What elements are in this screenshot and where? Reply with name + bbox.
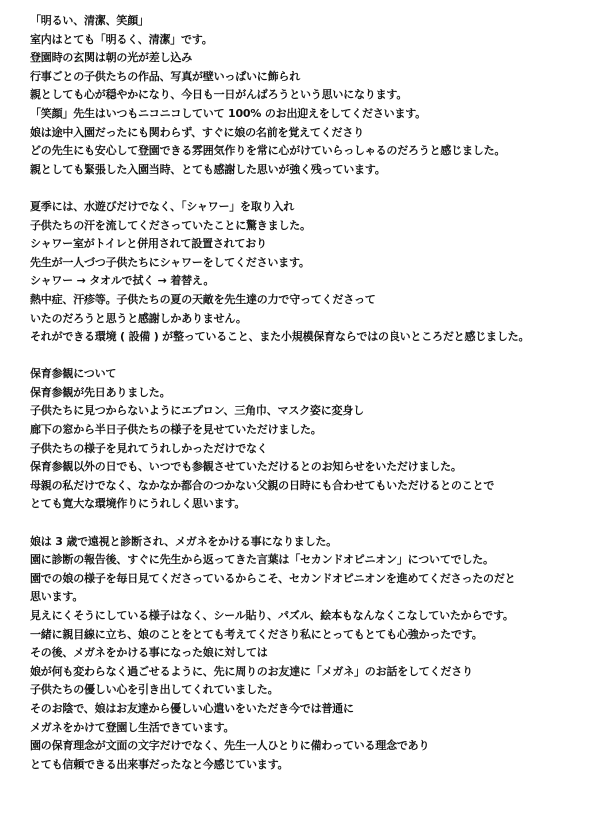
text-line: 一緒に親目線に立ち、娘のことをとても考えてくださり私にとってもとても心強かったです。 [30,627,483,641]
paragraph [30,12,596,179]
text-line: 親としても緊張した入園当時、とても感謝した思いが強く残っています。 [30,162,386,176]
text-line: 母親の私だけでなく、なかなか都合のつかない父親の日時にも合わせてもいただけるとのことで [30,478,495,492]
text-line: 室内はとても「明るく、清潔」です。 [30,32,213,46]
text-line: 子供たちの汗を流してくださっていたことに驚きました。 [30,218,311,232]
text-line: 娘が何も変わらなく過ごせるように、先に周りのお友達に「メガネ」のお話をしてくださり [30,664,473,678]
text-line: 娘は 3 歳で遠視と診断され、メガネをかける事になりました。 [30,534,337,548]
text-line: そのお陰で、娘はお友達から優しい心遣いをいただき今では普通に [30,701,354,715]
text-line: 保育参観以外の日でも、いつでも参観させていただけるとのお知らせをいただけました。 [30,460,462,474]
text-line: 熱中症、汗疹等。子供たちの夏の天敵を先生達の力で守ってくださって [30,292,376,306]
text-line: 子供たちに見つからないようにエプロン、三角巾、マスク姿に変身し [30,404,364,418]
text-line: とても寛大な環境作りにうれしく思います。 [30,497,246,511]
text-line: 「明るい、清潔、笑顔」 [30,14,149,27]
paragraph [30,198,596,347]
text-line: とても信頼できる出来事だったなと今感じています。 [30,757,289,771]
text-line: 思います。 [30,590,84,604]
text-line: 娘は途中入園だったにも関わらず、すぐに娘の名前を覚えてくださり [30,125,364,139]
text-line: シャワー → タオルで拭く → 着替え。 [30,274,215,288]
text-line: 保育参観が先日ありました。 [30,385,171,399]
document-body [30,12,596,774]
text-line: 保育参観について [30,367,117,381]
text-line: 夏季には、水遊びだけでなく、「シャワー」を取り入れ [30,199,295,213]
text-line: 園に診断の報告後、すぐに先生から返ってきた言葉は「セカンドオピニオン」についてでした。 [30,553,494,567]
text-line: 行事ごとの子供たちの作品、写真が壁いっぱいに飾られ [30,69,300,83]
text-line: 子供たちの様子を見れてうれしかっただけでなく [30,441,268,455]
text-line: それができる環境 ( 設備 ) が整っていること、また小規模保育ならではの良いところだと感じました。 [30,330,530,344]
text-line: 親としても心が穏やかになり、今日も一日がんばろうという思いになります。 [30,88,408,102]
text-line: 園での娘の様子を毎日見てくださっているからこそ、セカンドオピニオンを進めてくださったのだと [30,571,516,585]
text-line: 子供たちの優しい心を引き出してくれていました。 [30,683,279,697]
text-line: 園の保育理念が文面の文字だけでなく、先生一人ひとりに備わっている理念であり [30,739,430,753]
text-line: 登園時の玄関は朝の光が差し込み [30,51,192,65]
text-line: 先生が一人づつ子供たちにシャワーをしてくださいます。 [30,255,310,269]
text-line: どの先生にも安心して登園できる雰囲気作りを常に心がけていらっしゃるのだろうと感じました。 [30,144,506,158]
paragraph [30,533,596,775]
text-line: その後、メガネをかける事になった娘に対しては [30,646,268,660]
paragraph [30,365,596,514]
text-line: 廊下の窓から半日子供たちの様子を見せていただけました。 [30,423,322,437]
text-line: 「笑顔」先生はいつもニコニコしていて 100% のお出迎えをしてくださいます。 [30,106,426,120]
text-line: いたのだろうと思うと感謝しかありません。 [30,311,247,325]
text-line: メガネをかけて登園し生活できています。 [30,720,235,734]
text-line: シャワー室がトイレと併用されて設置されており [30,237,267,251]
text-line: 見えにくそうにしている様子はなく、シール貼り、パズル、絵本もなんなくこなしていたからです。 [30,609,514,622]
